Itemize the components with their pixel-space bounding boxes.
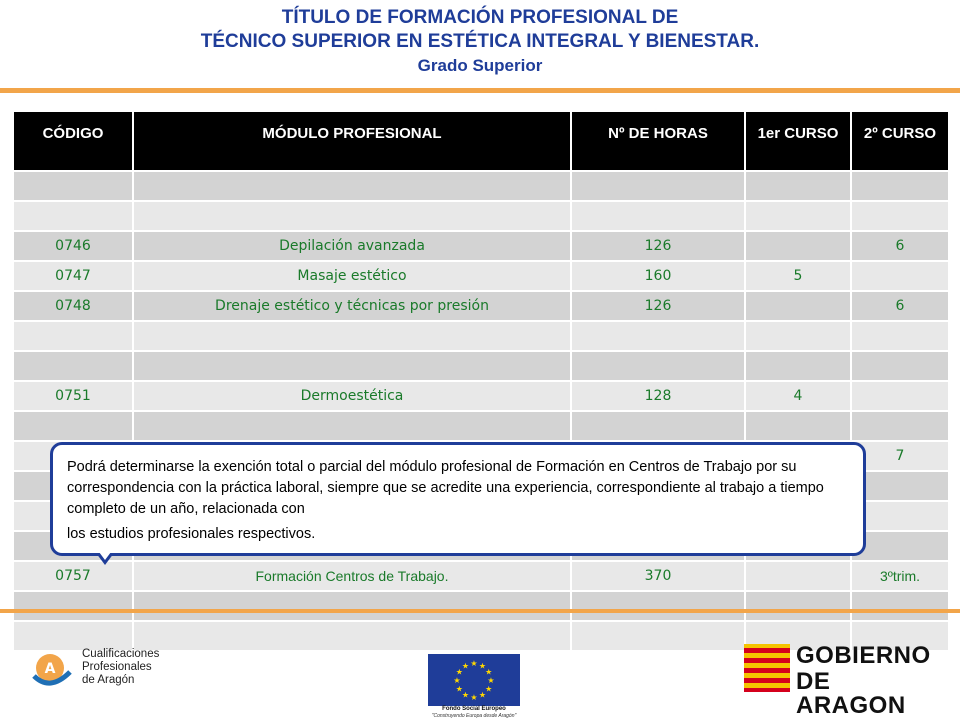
cell-module [133, 201, 571, 231]
cell-first [745, 351, 851, 381]
cell-second [851, 591, 949, 621]
aragon-flag-icon [744, 644, 790, 692]
cell-hours: 126 [571, 231, 745, 261]
cell-second [851, 321, 949, 351]
callout-text-end: los estudios profesionales respectivos. [67, 526, 316, 542]
cell-second [851, 261, 949, 291]
cell-hours [571, 351, 745, 381]
eu-flag-icon [428, 654, 520, 706]
cell-code [13, 321, 133, 351]
title-line-2: TÉCNICO SUPERIOR EN ESTÉTICA INTEGRAL Y BIENESTAR. [200, 31, 760, 52]
title-line-3: Grado Superior [417, 56, 543, 75]
callout-note [50, 442, 866, 556]
header-hours: Nº DE HORAS [571, 111, 745, 171]
cell-code [13, 411, 133, 441]
cell-first [745, 291, 851, 321]
cell-second [851, 411, 949, 441]
cell-second [851, 171, 949, 201]
cell-module [133, 621, 571, 651]
table-header-row [13, 111, 949, 171]
eu-star-icon: ★ [470, 659, 478, 668]
eu-star-icon: ★ [453, 676, 461, 685]
cell-code: 0746 [13, 231, 133, 261]
eu-star-icon: ★ [485, 667, 493, 677]
cell-first: 5 [745, 261, 851, 291]
eu-star-icon: ★ [461, 690, 470, 700]
cell-second: 6 [851, 291, 949, 321]
gobierno-aragon-logo [744, 642, 944, 719]
eu-caption-slogan: "Construyendo Europa desde Aragón" [431, 713, 517, 719]
cell-first [745, 171, 851, 201]
table-row [13, 261, 949, 291]
table-row [13, 381, 949, 411]
table-row [13, 351, 949, 381]
cell-module [133, 351, 571, 381]
cell-code: 0747 [13, 261, 133, 291]
cell-module: Masaje estético [133, 261, 571, 291]
table-row [13, 591, 949, 621]
cualificaciones-logo [30, 644, 190, 694]
top-divider [0, 88, 960, 93]
cell-first [745, 321, 851, 351]
header-second-course: 2º CURSO [851, 111, 949, 171]
table-row [13, 201, 949, 231]
cell-code: 0748 [13, 291, 133, 321]
cell-hours: 128 [571, 381, 745, 411]
cell-hours [571, 171, 745, 201]
cell-hours: 126 [571, 291, 745, 321]
table-row [13, 291, 949, 321]
cell-module [133, 591, 571, 621]
cell-code [13, 201, 133, 231]
cualificaciones-line-1: Cualificaciones [82, 648, 160, 660]
cell-second: 3ºtrim. [851, 561, 949, 591]
cell-module: Dermoestética [133, 381, 571, 411]
cualificaciones-text [82, 648, 159, 687]
cell-code: 0751 [13, 381, 133, 411]
cualificaciones-mark-icon [30, 648, 76, 688]
eu-star-icon: ★ [478, 690, 487, 700]
cell-second [851, 381, 949, 411]
cell-hours: 370 [571, 561, 745, 591]
cell-first [745, 591, 851, 621]
cell-hours [571, 411, 745, 441]
eu-caption: Fondo Social Europeo [442, 706, 506, 712]
cell-first [745, 201, 851, 231]
table-row [13, 171, 949, 201]
eu-star-icon: ★ [455, 667, 463, 677]
cell-code: 0757 [13, 561, 133, 591]
title-line-1: TÍTULO DE FORMACIÓN PROFESIONAL DE [281, 7, 679, 28]
cell-module [133, 411, 571, 441]
cell-hours: 160 [571, 261, 745, 291]
table-row [13, 321, 949, 351]
eu-star-icon: ★ [485, 684, 493, 694]
cell-first: 4 [745, 381, 851, 411]
eu-star-icon: ★ [478, 661, 487, 671]
table-row [13, 231, 949, 261]
cell-second: 7 [851, 441, 949, 471]
gobierno-text: GOBIERNO [796, 642, 931, 669]
modules-table [12, 110, 950, 652]
callout-tail-inner [99, 552, 111, 560]
table-row [13, 561, 949, 591]
cell-module [133, 321, 571, 351]
cualificaciones-line-2: Profesionales [82, 661, 152, 673]
table-row [13, 411, 949, 441]
cell-code [13, 171, 133, 201]
eu-star-icon: ★ [461, 661, 470, 671]
eu-star-icon: ★ [455, 684, 463, 694]
eu-star-icon: ★ [470, 693, 478, 702]
cell-hours [571, 201, 745, 231]
cell-code [13, 351, 133, 381]
cualificaciones-line-3: de Aragón [82, 674, 135, 686]
cell-module: Formación Centros de Trabajo. [133, 561, 571, 591]
eu-star-icon: ★ [487, 676, 495, 685]
callout-text: Podrá determinarse la exención total o parcial del módulo profesional de Formación en Centros de Trabajo por su correspondencia con la práctica laboral, siempre que se acredite una experiencia, correspondiente al trabajo a tiempo completo de un año, relacionada con [67, 459, 824, 517]
cell-hours [571, 621, 745, 651]
cell-module: Drenaje estético y técnicas por presión [133, 291, 571, 321]
cell-hours [571, 591, 745, 621]
cell-second: 6 [851, 231, 949, 261]
svg-text:A: A [44, 661, 56, 677]
cell-first [745, 231, 851, 261]
header-code: CÓDIGO [13, 111, 133, 171]
bottom-divider [0, 609, 960, 613]
header-module: MÓDULO PROFESIONAL [133, 111, 571, 171]
cell-module: Depilación avanzada [133, 231, 571, 261]
header-first-course: 1er CURSO [745, 111, 851, 171]
cell-hours [571, 321, 745, 351]
cell-second [851, 351, 949, 381]
cell-second [851, 201, 949, 231]
de-aragon-text: DE ARAGON [796, 668, 906, 719]
page-title [0, 6, 960, 78]
cell-code [13, 591, 133, 621]
cell-first [745, 561, 851, 591]
cell-module [133, 171, 571, 201]
cell-first [745, 411, 851, 441]
